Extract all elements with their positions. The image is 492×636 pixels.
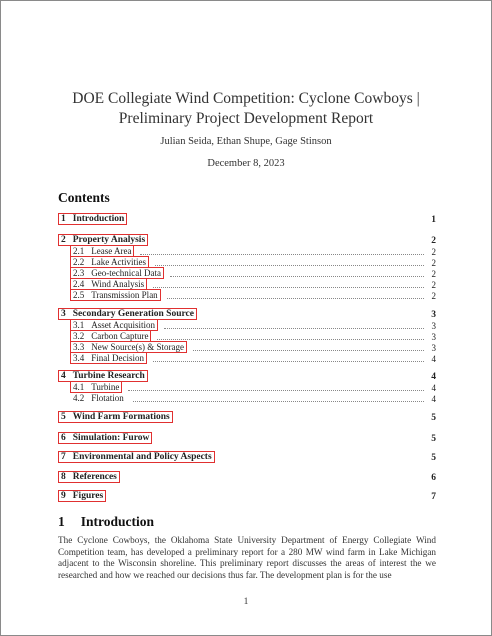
toc-number: 4 bbox=[61, 371, 66, 381]
toc-label: Geo-technical Data bbox=[91, 268, 161, 278]
toc-link[interactable] bbox=[58, 411, 173, 423]
section-heading-introduction bbox=[58, 514, 154, 530]
toc-label: Flotation bbox=[91, 393, 124, 403]
toc-number: 3.3 bbox=[73, 342, 85, 352]
toc-page-number: 3 bbox=[431, 321, 436, 331]
toc-leader bbox=[133, 400, 424, 402]
toc-page-number: 3 bbox=[431, 332, 436, 342]
section-number: 1 bbox=[58, 514, 65, 529]
document-authors: Julian Seida, Ethan Shupe, Gage Stinson bbox=[160, 136, 332, 147]
toc-leader bbox=[170, 275, 424, 277]
toc-number: 2 bbox=[61, 235, 66, 245]
toc-label: References bbox=[72, 472, 117, 482]
toc-number: 4.1 bbox=[73, 382, 85, 392]
toc-page-number: 7 bbox=[431, 492, 436, 502]
toc-item[interactable] bbox=[58, 490, 436, 502]
toc-leader bbox=[167, 297, 424, 299]
toc-number: 3.4 bbox=[73, 353, 85, 363]
toc-link[interactable] bbox=[70, 392, 127, 404]
toc-leader bbox=[154, 242, 424, 244]
toc-label: Asset Acquisition bbox=[91, 320, 156, 330]
toc-leader bbox=[140, 253, 424, 255]
toc-label: Final Decision bbox=[91, 353, 144, 363]
section-title: Introduction bbox=[80, 514, 155, 529]
page-number: 1 bbox=[243, 597, 249, 607]
toc-item[interactable] bbox=[58, 471, 436, 483]
toc-label: Figures bbox=[72, 491, 104, 501]
toc-leader bbox=[133, 221, 424, 223]
toc-link[interactable] bbox=[58, 451, 215, 463]
toc-number: 2.3 bbox=[73, 268, 85, 278]
toc-number: 6 bbox=[61, 433, 66, 443]
toc-leader bbox=[157, 338, 424, 340]
toc-label: Wind Farm Formations bbox=[72, 412, 170, 422]
toc-item[interactable] bbox=[58, 352, 436, 364]
toc-number: 3.2 bbox=[73, 331, 85, 341]
toc-number: 1 bbox=[61, 214, 66, 224]
toc-label: Transmission Plan bbox=[91, 290, 158, 300]
document-date: December 8, 2023 bbox=[207, 158, 285, 169]
toc-leader bbox=[193, 349, 424, 351]
toc-leader bbox=[112, 498, 424, 500]
toc-number: 4.2 bbox=[73, 393, 85, 403]
toc-link[interactable] bbox=[58, 213, 127, 225]
toc-item[interactable] bbox=[58, 289, 436, 301]
toc-leader bbox=[179, 419, 424, 421]
toc-leader bbox=[154, 378, 424, 380]
toc-leader bbox=[158, 440, 424, 442]
toc-label: Turbine bbox=[91, 382, 120, 392]
toc-leader bbox=[128, 389, 424, 391]
toc-label: Wind Analysis bbox=[91, 279, 145, 289]
toc-label: Turbine Research bbox=[72, 371, 145, 381]
toc-page-number: 4 bbox=[431, 383, 436, 393]
toc-link[interactable] bbox=[58, 432, 152, 444]
toc-number: 9 bbox=[61, 491, 66, 501]
toc-number: 3.1 bbox=[73, 320, 85, 330]
toc-label: Carbon Capture bbox=[91, 331, 149, 341]
toc-page-number: 2 bbox=[431, 280, 436, 290]
toc-label: Lake Activities bbox=[91, 257, 146, 267]
toc-label: Simulation: Furow bbox=[72, 433, 150, 443]
toc-page-number: 2 bbox=[431, 269, 436, 279]
toc-page-number: 1 bbox=[431, 215, 436, 225]
toc-page-number: 4 bbox=[431, 372, 436, 382]
toc-leader bbox=[164, 327, 424, 329]
toc-link[interactable] bbox=[70, 352, 147, 364]
toc-leader bbox=[153, 286, 424, 288]
toc-leader bbox=[153, 360, 424, 362]
toc-leader bbox=[126, 479, 424, 481]
document-title: DOE Collegiate Wind Competition: Cyclone Cowboys | Preliminary Project Development Report bbox=[72, 90, 420, 127]
toc-leader bbox=[203, 316, 424, 318]
toc-item[interactable] bbox=[58, 392, 436, 404]
toc-number: 5 bbox=[61, 412, 66, 422]
toc-link[interactable] bbox=[58, 471, 120, 483]
toc-label: Property Analysis bbox=[72, 235, 146, 245]
toc-number: 8 bbox=[61, 472, 66, 482]
toc-page-number: 2 bbox=[431, 247, 436, 257]
toc-label: Secondary Generation Source bbox=[72, 309, 194, 319]
toc-page-number: 5 bbox=[431, 453, 436, 463]
toc-number: 3 bbox=[61, 309, 66, 319]
toc-leader bbox=[155, 264, 424, 266]
toc-page-number: 3 bbox=[431, 310, 436, 320]
toc-number: 2.2 bbox=[73, 257, 85, 267]
toc-item[interactable] bbox=[58, 411, 436, 423]
toc-label: Lease Area bbox=[91, 246, 132, 256]
toc-page-number: 5 bbox=[431, 413, 436, 423]
toc-label: Introduction bbox=[72, 214, 125, 224]
toc-number: 7 bbox=[61, 452, 66, 462]
toc-label: New Source(s) & Storage bbox=[91, 342, 184, 352]
toc-page-number: 6 bbox=[431, 473, 436, 483]
toc-page-number: 3 bbox=[431, 343, 436, 353]
toc-page-number: 5 bbox=[431, 434, 436, 444]
toc-leader bbox=[221, 459, 424, 461]
toc-number: 2.5 bbox=[73, 290, 85, 300]
toc-item[interactable] bbox=[58, 213, 436, 225]
contents-heading: Contents bbox=[58, 190, 110, 205]
introduction-paragraph: The Cyclone Cowboys, the Oklahoma State University Department of Energy Collegiate Wind Competition team, has developed a preliminary report for a 280 MW wind farm in Lake Michigan adjacent to the Wisconsin shoreline. This preliminary report discusses the areas of interest the we researched and how we reached our decisions thus far. The development plan is for the use bbox=[58, 535, 436, 580]
toc-link[interactable] bbox=[70, 289, 161, 301]
toc-label: Environmental and Policy Aspects bbox=[72, 452, 212, 462]
toc-number: 2.4 bbox=[73, 279, 85, 289]
toc-page-number: 2 bbox=[431, 236, 436, 246]
toc-link[interactable] bbox=[58, 490, 106, 502]
toc-page-number: 4 bbox=[431, 394, 436, 404]
toc-item[interactable] bbox=[58, 432, 436, 444]
toc-page-number: 2 bbox=[431, 291, 436, 301]
toc-number: 2.1 bbox=[73, 246, 85, 256]
toc-page-number: 4 bbox=[431, 354, 436, 364]
toc-item[interactable] bbox=[58, 451, 436, 463]
toc-page-number: 2 bbox=[431, 258, 436, 268]
